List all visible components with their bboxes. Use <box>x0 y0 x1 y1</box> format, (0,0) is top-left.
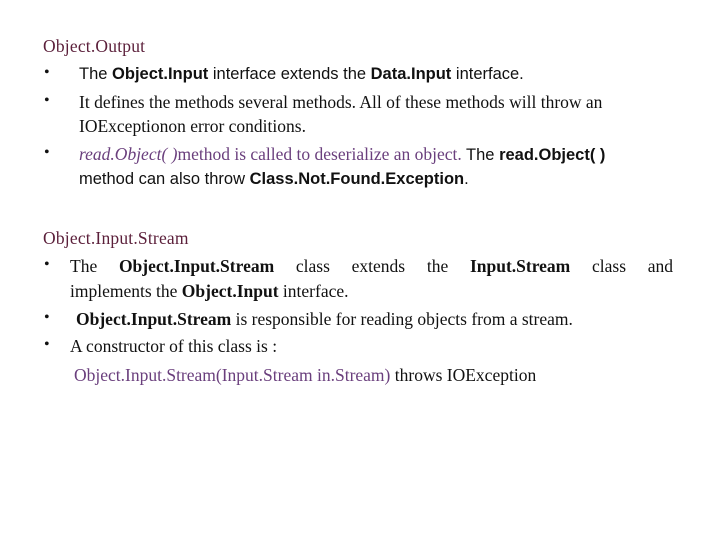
s2-bullet-1-line-1: The Object.Input.Stream class extends the Input.Stream class and <box>70 256 674 276</box>
bullet-dot: • <box>44 144 50 161</box>
bullet-3-line-1: read.Object( )method is called to deserialize an object. The read.Object( ) <box>79 144 606 164</box>
bullet-1-text: The Object.Input interface extends the Data.Input interface. <box>79 65 524 83</box>
bullet-2-line-1: It defines the methods several methods. All of these methods will throw an <box>79 92 603 112</box>
bullet-3-line-2: method can also throw Class.Not.Found.Exception. <box>79 170 469 188</box>
bullet-dot: • <box>44 64 50 81</box>
s2-bullet-1-line-2: implements the Object.Input interface. <box>70 281 349 301</box>
bullet-dot: • <box>44 92 50 109</box>
section-title-object-input-stream: Object.Input.Stream <box>43 228 189 248</box>
bullet-dot: • <box>44 336 50 353</box>
bullet-2-line-2: IOExceptionon error conditions. <box>79 116 306 136</box>
s2-bullet-3-text: A constructor of this class is : <box>70 336 278 356</box>
section-title-object-output: Object.Output <box>43 36 146 56</box>
bullet-dot: • <box>44 309 50 326</box>
constructor-signature: Object.Input.Stream(Input.Stream in.Stream) throws IOException <box>74 365 537 385</box>
bullet-dot: • <box>44 256 50 273</box>
s2-bullet-2-text: Object.Input.Stream is responsible for reading objects from a stream. <box>76 309 573 329</box>
